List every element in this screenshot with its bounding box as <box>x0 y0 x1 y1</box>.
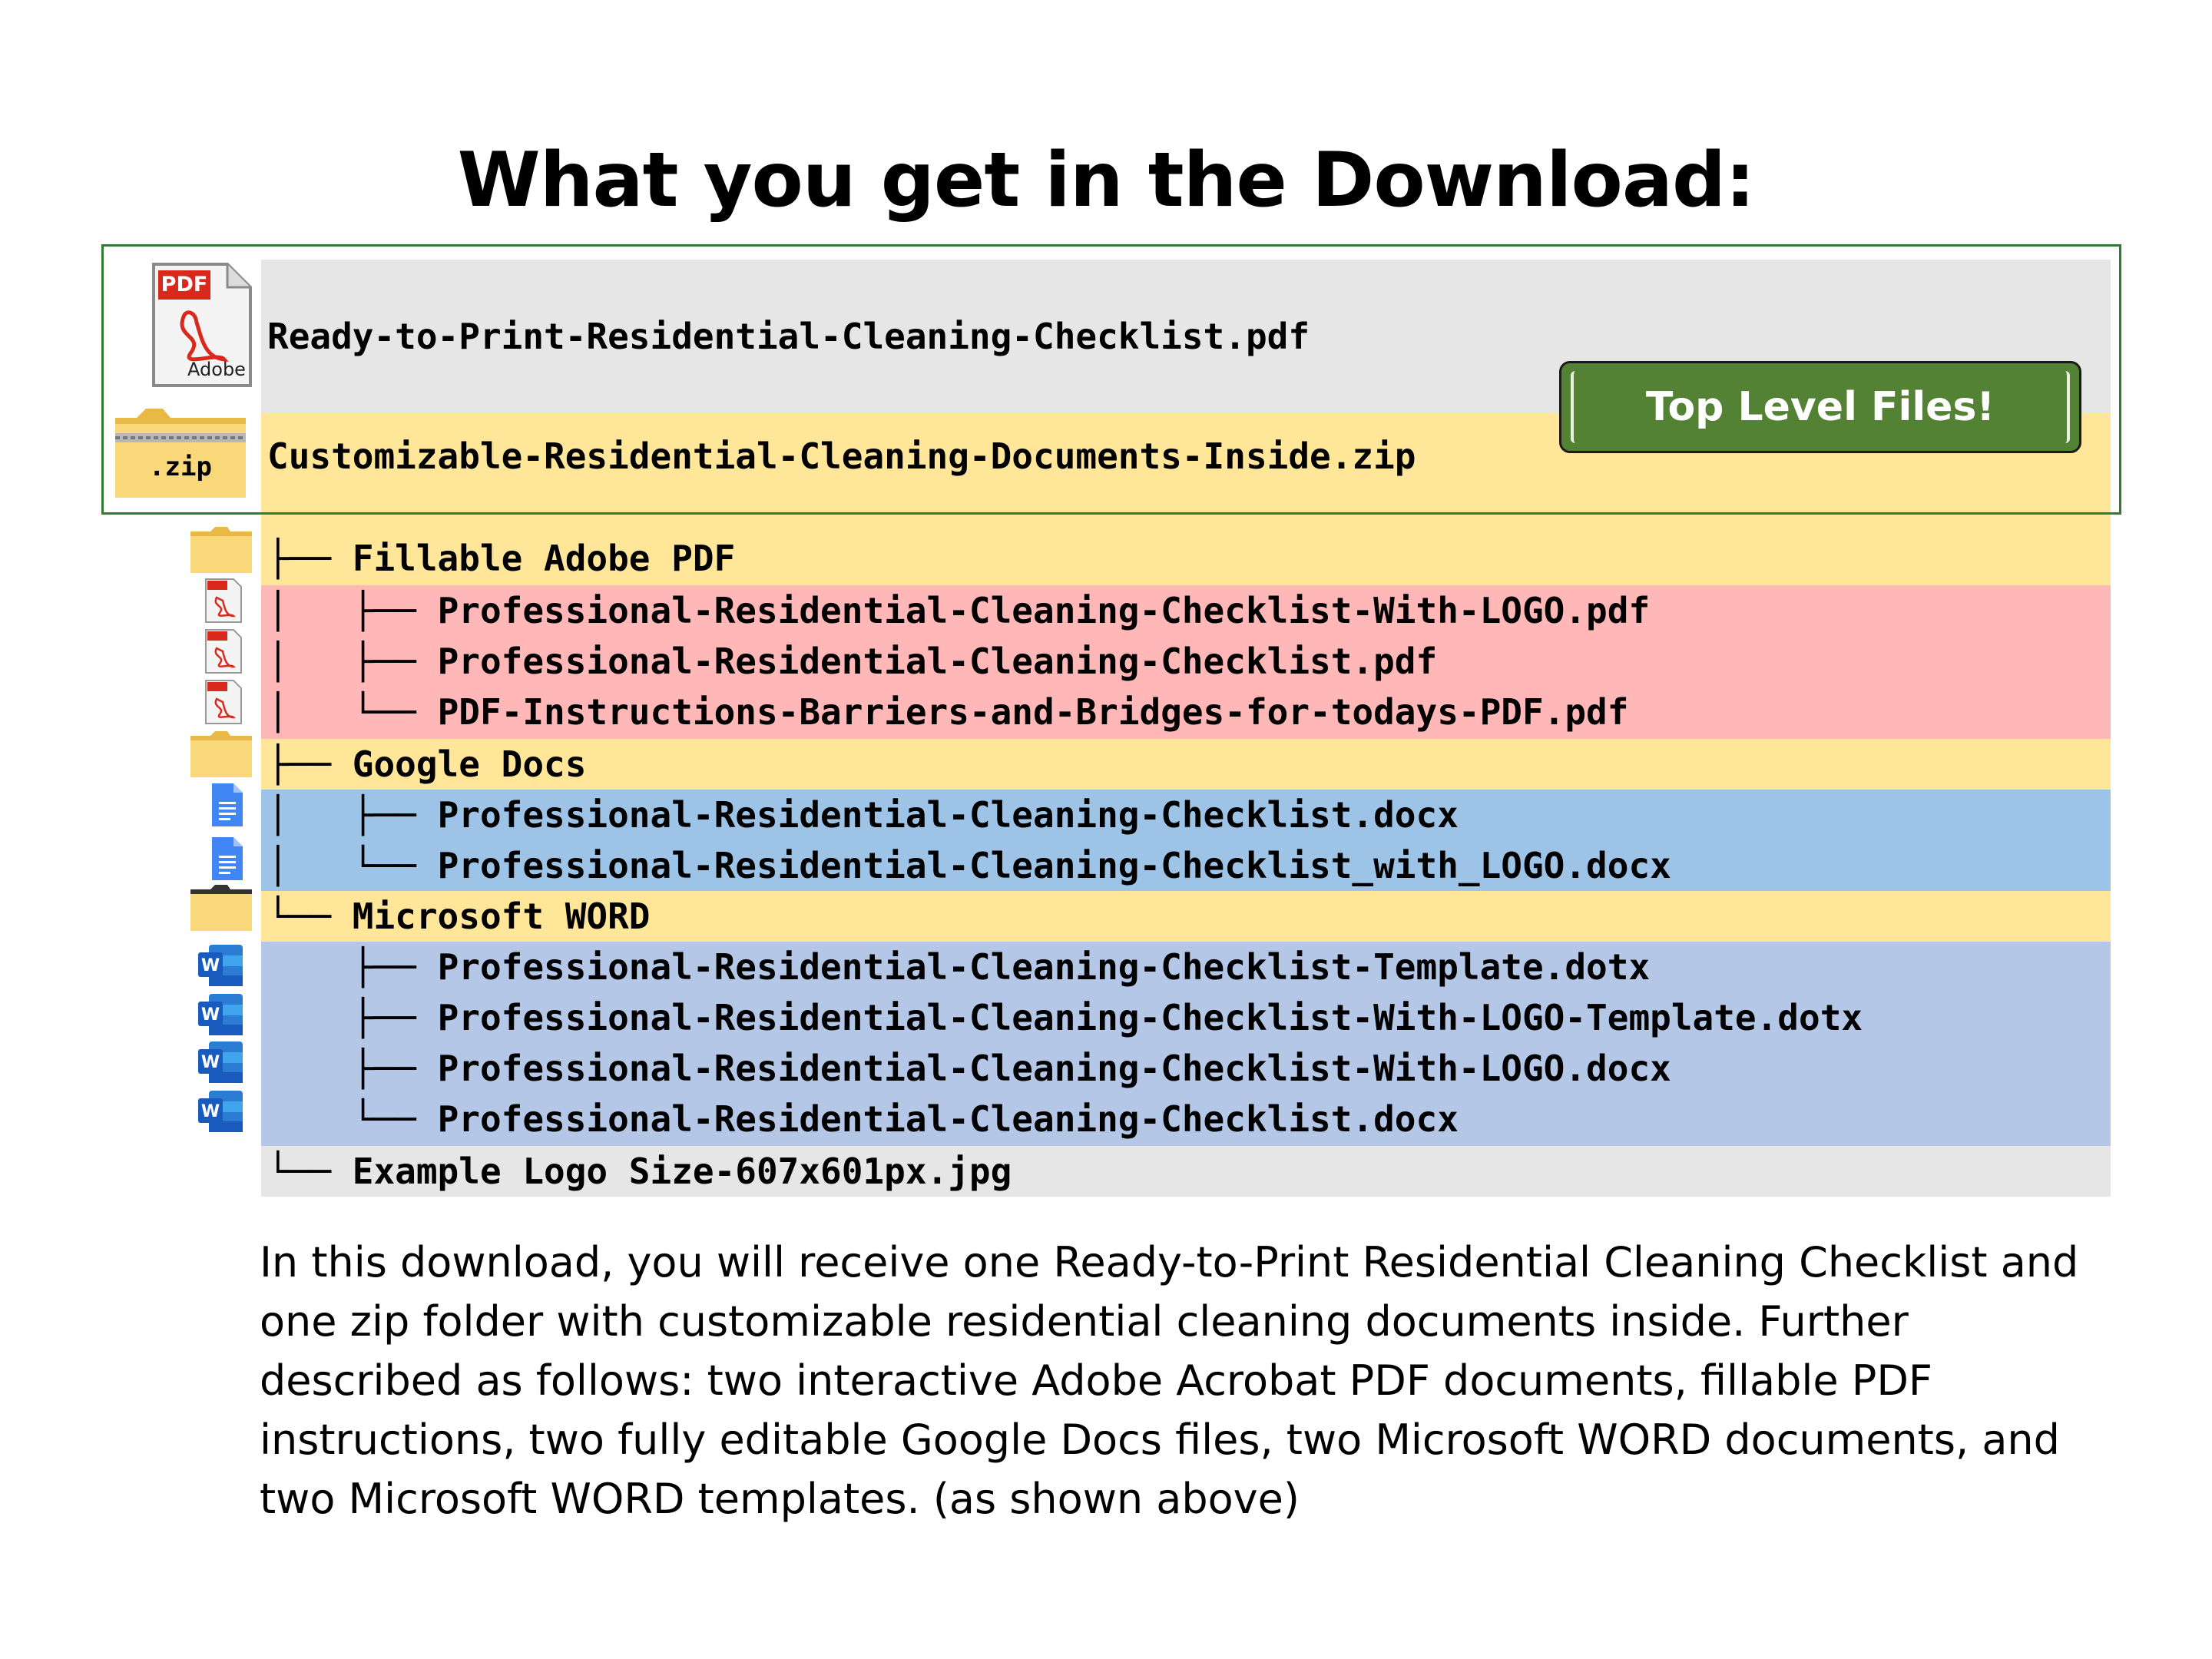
word-icon <box>198 994 243 1035</box>
folder-icon <box>190 527 252 573</box>
tree-prefix: ├── <box>267 997 438 1038</box>
folder-name: Google Docs <box>352 743 587 785</box>
folder-icon <box>190 731 252 777</box>
svg-text:W: W <box>200 1005 220 1025</box>
tree-prefix: ├── <box>267 538 353 579</box>
svg-text:W: W <box>200 956 220 975</box>
tree-prefix: └── <box>267 1151 353 1192</box>
file-name: Professional-Residential-Cleaning-Checklist-Template.dotx <box>437 946 1651 988</box>
tree-prefix: │ ├── <box>267 590 438 631</box>
folder-name: Fillable Adobe PDF <box>352 538 736 579</box>
tree-file-gdoc-1[interactable] <box>267 790 1459 840</box>
file-name: Professional-Residential-Cleaning-Checklist_with_LOGO.docx <box>437 845 1671 886</box>
file-name: Professional-Residential-Cleaning-Checklist-With-LOGO-Template.dotx <box>437 997 1863 1038</box>
google-docs-icon <box>212 837 243 880</box>
word-icon <box>198 945 243 986</box>
tree-prefix: │ ├── <box>267 641 438 682</box>
tree-prefix: │ └── <box>267 845 438 886</box>
file-name: Professional-Residential-Cleaning-Checklist.pdf <box>437 641 1438 682</box>
tree-prefix: └── <box>267 896 353 937</box>
top-file-pdf-name[interactable]: Ready-to-Print-Residential-Cleaning-Checklist.pdf <box>267 316 1310 357</box>
file-name: Professional-Residential-Cleaning-Checklist-With-LOGO.docx <box>437 1048 1671 1089</box>
folder-name: Microsoft WORD <box>352 896 651 937</box>
tree-prefix: ├── <box>267 946 438 988</box>
file-name: Example Logo Size-607x601px.jpg <box>352 1151 1012 1192</box>
tree-file-pdf-3[interactable] <box>267 687 1628 737</box>
svg-text:W: W <box>200 1102 220 1121</box>
word-icon <box>198 1091 243 1132</box>
folder-icon <box>190 885 252 931</box>
word-icon <box>198 1041 243 1083</box>
tree-prefix: │ ├── <box>267 794 438 836</box>
tree-prefix: │ └── <box>267 691 438 733</box>
file-name: Professional-Residential-Cleaning-Checklist.docx <box>437 794 1459 836</box>
file-name: Professional-Residential-Cleaning-Checklist-With-LOGO.pdf <box>437 590 1651 631</box>
file-name: Professional-Residential-Cleaning-Checklist.docx <box>437 1098 1459 1140</box>
tree-file-word-1[interactable] <box>267 942 1650 992</box>
tree-file-word-3[interactable] <box>267 1043 1671 1094</box>
tree-file-gdoc-2[interactable] <box>267 840 1671 891</box>
page-title: What you get in the Download: <box>457 137 1755 224</box>
pdf-icon <box>204 578 243 624</box>
tree-file-word-2[interactable] <box>267 992 1863 1043</box>
pdf-file-icon: PDF Adobe <box>151 261 253 389</box>
tree-prefix: └── <box>267 1098 438 1140</box>
tree-folder-google-docs[interactable] <box>267 739 586 790</box>
pdf-icon <box>204 628 243 674</box>
tree-folder-word[interactable] <box>267 891 651 942</box>
pdf-icon <box>204 679 243 725</box>
file-name: PDF-Instructions-Barriers-and-Bridges-for-todays-PDF.pdf <box>437 691 1629 733</box>
tree-file-pdf-1[interactable] <box>267 585 1650 636</box>
top-file-zip-name[interactable]: Customizable-Residential-Cleaning-Documents-Inside.zip <box>267 435 1416 477</box>
tree-prefix: ├── <box>267 1048 438 1089</box>
tree-file-logo[interactable] <box>267 1146 1012 1197</box>
tree-file-pdf-2[interactable] <box>267 636 1437 687</box>
tree-file-word-4[interactable] <box>267 1094 1459 1144</box>
tree-folder-pdf[interactable] <box>267 533 735 584</box>
tree-prefix: ├── <box>267 743 353 785</box>
google-docs-icon <box>212 783 243 826</box>
zip-folder-icon: .zip <box>114 401 247 499</box>
description-paragraph: In this download, you will receive one Ready-to-Print Residential Cleaning Checklist and one zip folder with customizable residential cleaning documents inside. Further described as follows: two interactive Adobe Acrobat PDF documents, fillable PDF instructions, two fully editable Google Docs files, two Microsoft WORD documents, and two Microsoft WORD templates. (as shown above) <box>260 1238 2079 1523</box>
svg-text:W: W <box>200 1053 220 1072</box>
top-level-files-badge: Top Level Files! <box>1559 361 2081 453</box>
